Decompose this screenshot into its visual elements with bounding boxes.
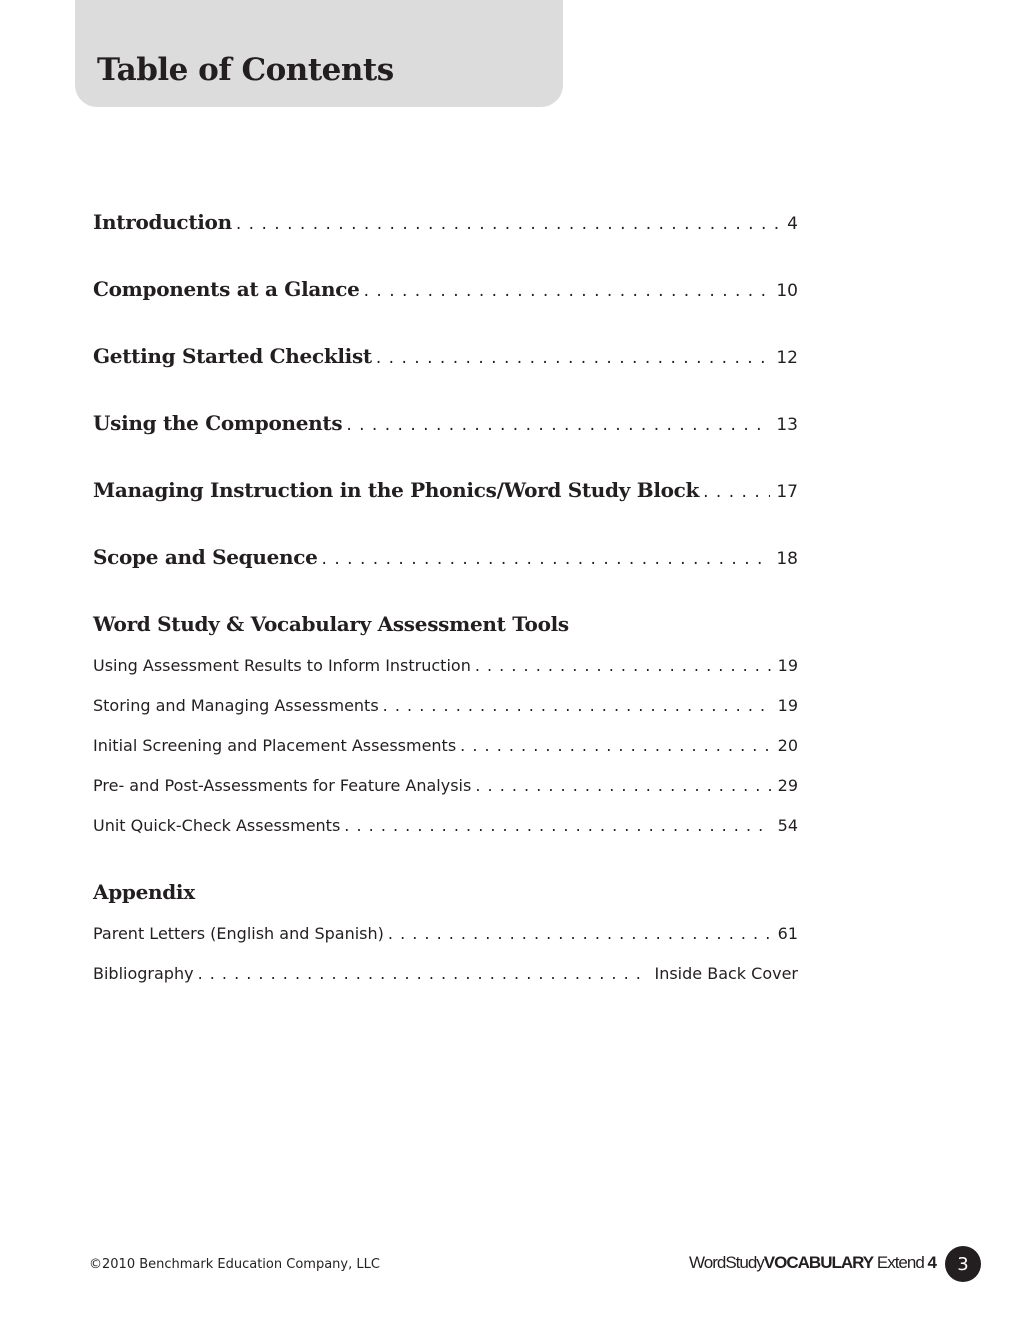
toc-entry-page: 29 bbox=[777, 776, 798, 795]
toc-entry-managing-instruction[interactable] bbox=[93, 478, 798, 502]
dot-leader bbox=[460, 736, 771, 755]
toc-entry-label: Parent Letters (English and Spanish) bbox=[93, 924, 384, 943]
dot-leader bbox=[376, 348, 770, 368]
toc-entry-components-at-a-glance[interactable] bbox=[93, 277, 798, 301]
toc-entry-page: 20 bbox=[777, 736, 798, 755]
toc-entry-page: 19 bbox=[777, 696, 798, 715]
toc-entry-label: Scope and Sequence bbox=[93, 545, 318, 569]
brand-level: 4 bbox=[927, 1253, 936, 1272]
toc-entry-page: 17 bbox=[776, 482, 798, 502]
toc-subentry[interactable] bbox=[93, 696, 798, 715]
toc-entry-label: Components at a Glance bbox=[93, 277, 360, 301]
toc-subentry[interactable] bbox=[93, 776, 798, 795]
dot-leader bbox=[364, 281, 771, 301]
toc-entry-page: 61 bbox=[777, 924, 798, 943]
toc-entry-label: Pre- and Post-Assessments for Feature Analysis bbox=[93, 776, 472, 795]
dot-leader bbox=[346, 415, 770, 435]
toc-entry-page: Inside Back Cover bbox=[654, 964, 798, 983]
dot-leader bbox=[388, 924, 772, 943]
toc-subentry[interactable] bbox=[93, 964, 798, 983]
toc-entry-introduction[interactable] bbox=[93, 210, 798, 234]
toc-entry-using-the-components[interactable] bbox=[93, 411, 798, 435]
toc-entry-label: Using Assessment Results to Inform Instruction bbox=[93, 656, 471, 675]
dot-leader bbox=[383, 696, 772, 715]
toc-entry-page: 12 bbox=[776, 348, 798, 368]
dot-leader bbox=[703, 482, 770, 502]
dot-leader bbox=[322, 549, 771, 569]
page-number-badge: 3 bbox=[945, 1246, 981, 1282]
toc-subentry[interactable] bbox=[93, 656, 798, 675]
toc-entry-label: Initial Screening and Placement Assessments bbox=[93, 736, 457, 755]
toc-entry-scope-and-sequence[interactable] bbox=[93, 545, 798, 569]
page-title: Table of Contents bbox=[97, 52, 394, 88]
toc-entry-label: Introduction bbox=[93, 210, 232, 234]
toc-entry-getting-started-checklist[interactable] bbox=[93, 344, 798, 368]
brand-extend: Extend bbox=[876, 1253, 924, 1272]
toc-entry-page: 13 bbox=[776, 415, 798, 435]
toc-entry-page: 19 bbox=[777, 656, 798, 675]
toc-entry-page: 4 bbox=[787, 214, 798, 234]
toc-entry-page: 54 bbox=[777, 816, 798, 835]
toc-entry-label: Bibliography bbox=[93, 964, 194, 983]
toc-subentry[interactable] bbox=[93, 736, 798, 755]
toc-entry-page: 10 bbox=[776, 281, 798, 301]
dot-leader bbox=[475, 776, 771, 795]
toc-entry-label: Unit Quick-Check Assessments bbox=[93, 816, 341, 835]
toc-entry-label: Getting Started Checklist bbox=[93, 344, 372, 368]
brand-vocabulary: VOCABULARY bbox=[763, 1253, 874, 1272]
brand-wordstudy: WordStudy bbox=[689, 1253, 764, 1272]
header-tab bbox=[75, 0, 563, 107]
toc-entry-label: Managing Instruction in the Phonics/Word Study Block bbox=[93, 478, 700, 502]
brand-logo bbox=[689, 1253, 936, 1273]
copyright-notice: ©2010 Benchmark Education Company, LLC bbox=[89, 1257, 380, 1272]
toc-entry-label: Storing and Managing Assessments bbox=[93, 696, 379, 715]
toc-entry-label: Using the Components bbox=[93, 411, 343, 435]
section-heading-appendix: Appendix bbox=[93, 880, 195, 904]
section-heading-assessment: Word Study & Vocabulary Assessment Tools bbox=[93, 612, 569, 636]
toc-subentry[interactable] bbox=[93, 816, 798, 835]
dot-leader bbox=[475, 656, 772, 675]
toc-entry-page: 18 bbox=[776, 549, 798, 569]
toc-subentry[interactable] bbox=[93, 924, 798, 943]
dot-leader bbox=[198, 964, 649, 983]
dot-leader bbox=[236, 214, 781, 234]
dot-leader bbox=[344, 816, 771, 835]
